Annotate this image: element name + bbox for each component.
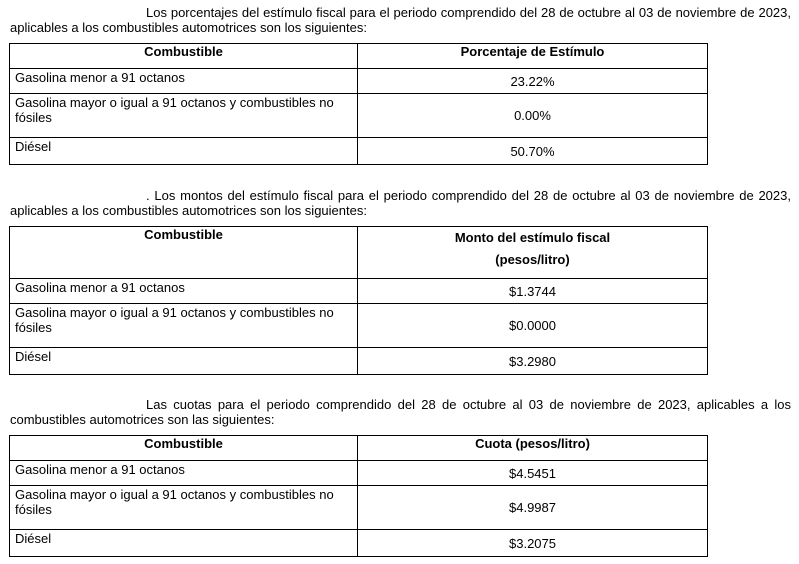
table-row: [10, 279, 708, 304]
header-monto-line2: (pesos/litro): [495, 252, 570, 267]
paragraph-text: . Los montos del estímulo fiscal para el periodo comprendido del 28 de octubre al 03 de noviembre de 2023, aplicables a los combustibles automotrices son los siguientes:: [10, 188, 791, 218]
paragraph-cuotas: [10, 397, 791, 427]
table-row: [10, 69, 708, 94]
fuel-cell: Gasolina menor a 91 octanos: [10, 69, 358, 94]
fuel-cell: Diésel: [10, 138, 358, 165]
paragraph-text: Las cuotas para el periodo comprendido del 28 de octubre al 03 de noviembre de 2023, aplicables a los combustibles automotrices son las siguientes:: [10, 397, 791, 427]
fuel-cell: Diésel: [10, 530, 358, 557]
value-cell: $4.5451: [358, 461, 708, 486]
header-combustible: Combustible: [10, 227, 358, 279]
table-row: [10, 486, 708, 530]
table-header-row: [10, 436, 708, 461]
table-row: [10, 530, 708, 557]
fuel-cell: Gasolina menor a 91 octanos: [10, 279, 358, 304]
table-row: [10, 138, 708, 165]
value-cell: $4.9987: [358, 486, 708, 530]
fuel-cell: Diésel: [10, 348, 358, 375]
table-header-row: [10, 227, 708, 279]
value-cell: 0.00%: [358, 94, 708, 138]
table-row: [10, 304, 708, 348]
table-porcentajes: [9, 43, 708, 165]
paragraph-montos: [10, 188, 791, 218]
header-monto-line1: Monto del estímulo fiscal: [454, 230, 611, 245]
header-monto: [358, 227, 708, 279]
fuel-cell: Gasolina mayor o igual a 91 octanos y combustibles no fósiles: [10, 94, 358, 138]
fuel-cell: Gasolina mayor o igual a 91 octanos y combustibles no fósiles: [10, 486, 358, 530]
header-combustible: Combustible: [10, 44, 358, 69]
table-row: [10, 461, 708, 486]
paragraph-porcentajes: [10, 5, 791, 35]
value-cell: 50.70%: [358, 138, 708, 165]
value-cell: $3.2075: [358, 530, 708, 557]
value-cell: $0.0000: [358, 304, 708, 348]
table-row: [10, 94, 708, 138]
header-cuota: Cuota (pesos/litro): [358, 436, 708, 461]
header-combustible: Combustible: [10, 436, 358, 461]
paragraph-text: Los porcentajes del estímulo fiscal para el periodo comprendido del 28 de octubre al 03 de noviembre de 2023, aplicables a los combustibles automotrices son los siguientes:: [10, 5, 791, 35]
table-header-row: [10, 44, 708, 69]
value-cell: 23.22%: [358, 69, 708, 94]
value-cell: $1.3744: [358, 279, 708, 304]
fuel-cell: Gasolina mayor o igual a 91 octanos y combustibles no fósiles: [10, 304, 358, 348]
table-cuotas: [9, 435, 708, 557]
table-row: [10, 348, 708, 375]
value-cell: $3.2980: [358, 348, 708, 375]
table-montos: [9, 226, 708, 375]
fuel-cell: Gasolina menor a 91 octanos: [10, 461, 358, 486]
header-porcentaje: Porcentaje de Estímulo: [358, 44, 708, 69]
